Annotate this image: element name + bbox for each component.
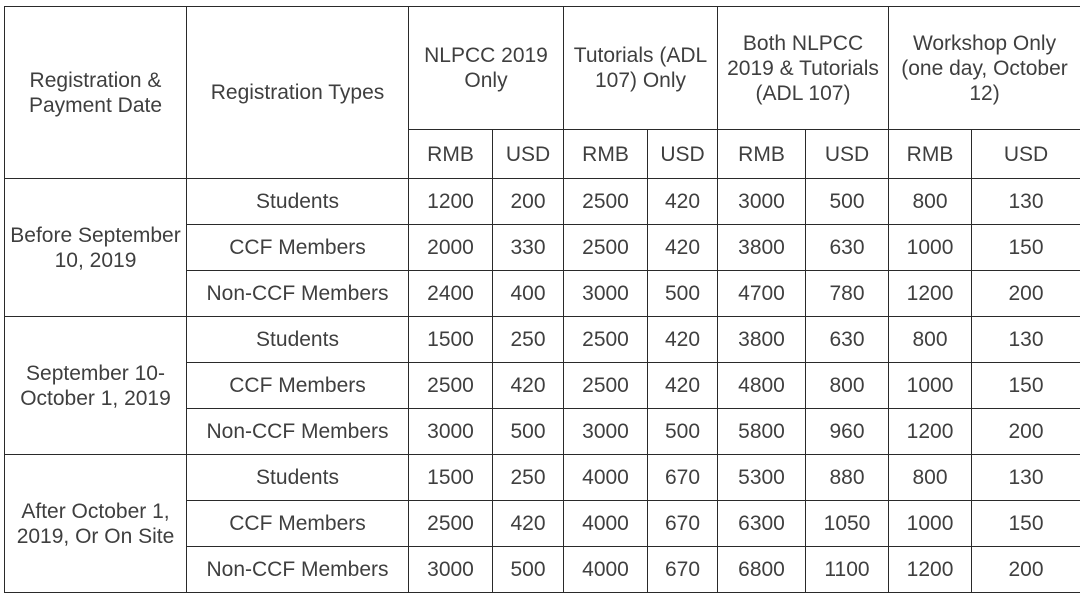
currency-header: RMB [718,130,806,179]
fee-cell: 500 [493,409,564,455]
period-date-cell: September 10- October 1, 2019 [5,317,187,455]
fee-cell: 1000 [889,501,972,547]
fee-cell: 420 [648,363,718,409]
fee-cell: 880 [806,455,889,501]
fee-cell: 400 [493,271,564,317]
currency-header: RMB [889,130,972,179]
currency-header: USD [972,130,1080,179]
fee-cell: 200 [972,409,1080,455]
fee-cell: 200 [972,547,1080,593]
fee-cell: 780 [806,271,889,317]
fee-cell: 1200 [889,547,972,593]
header-row [5,7,1080,130]
registration-type-cell: Non-CCF Members [187,409,409,455]
fee-cell: 330 [493,225,564,271]
currency-header: RMB [409,130,493,179]
fee-cell: 2400 [409,271,493,317]
fee-cell: 2000 [409,225,493,271]
fee-cell: 2500 [564,179,648,225]
fee-cell: 1200 [889,271,972,317]
fee-cell: 130 [972,455,1080,501]
currency-header: USD [648,130,718,179]
fee-cell: 130 [972,179,1080,225]
fee-cell: 500 [493,547,564,593]
fee-cell: 1050 [806,501,889,547]
header-both: Both NLPCC 2019 & Tutorials (ADL 107) [718,7,889,130]
fee-cell: 200 [972,271,1080,317]
fee-cell: 1500 [409,455,493,501]
currency-header: RMB [564,130,648,179]
fee-cell: 5300 [718,455,806,501]
fee-cell: 2500 [564,363,648,409]
period-date-cell: After October 1, 2019, Or On Site [5,455,187,593]
fee-cell: 250 [493,455,564,501]
currency-header: USD [806,130,889,179]
fee-cell: 130 [972,317,1080,363]
fee-cell: 4700 [718,271,806,317]
fee-cell: 4000 [564,455,648,501]
fee-cell: 670 [648,455,718,501]
fee-cell: 2500 [409,363,493,409]
fee-cell: 2500 [564,225,648,271]
fee-cell: 2500 [409,501,493,547]
fee-cell: 4800 [718,363,806,409]
fee-cell: 3800 [718,225,806,271]
fee-cell: 500 [806,179,889,225]
fee-cell: 420 [648,179,718,225]
fee-cell: 630 [806,225,889,271]
period-date-cell: Before September 10, 2019 [5,179,187,317]
fee-cell: 3000 [409,547,493,593]
registration-type-cell: CCF Members [187,225,409,271]
fee-cell: 630 [806,317,889,363]
fee-cell: 500 [648,409,718,455]
registration-type-cell: CCF Members [187,363,409,409]
fee-body [5,179,1080,593]
fee-cell: 150 [972,225,1080,271]
fee-cell: 800 [889,455,972,501]
fee-cell: 1000 [889,225,972,271]
registration-type-cell: CCF Members [187,501,409,547]
fee-cell: 6300 [718,501,806,547]
fee-cell: 200 [493,179,564,225]
fee-cell: 5800 [718,409,806,455]
fee-cell: 800 [889,317,972,363]
fee-cell: 1500 [409,317,493,363]
fee-cell: 3000 [718,179,806,225]
fee-cell: 3800 [718,317,806,363]
header-nlpcc-only: NLPCC 2019 Only [409,7,564,130]
registration-type-cell: Students [187,455,409,501]
fee-cell: 1200 [409,179,493,225]
registration-fee-table [4,6,1080,593]
fee-cell: 800 [889,179,972,225]
fee-cell: 420 [493,501,564,547]
fee-cell: 420 [648,317,718,363]
fee-cell: 670 [648,501,718,547]
header-tutorials-only: Tutorials (ADL 107) Only [564,7,718,130]
fee-cell: 420 [493,363,564,409]
fee-cell: 3000 [564,409,648,455]
fee-cell: 1000 [889,363,972,409]
fee-cell: 150 [972,363,1080,409]
header-registration-types: Registration Types [187,7,409,179]
table-row [5,455,1080,501]
fee-cell: 1200 [889,409,972,455]
registration-type-cell: Students [187,179,409,225]
fee-cell: 800 [806,363,889,409]
fee-cell: 3000 [409,409,493,455]
header-workshop-only: Workshop Only (one day, October 12) [889,7,1080,130]
fee-cell: 2500 [564,317,648,363]
fee-cell: 6800 [718,547,806,593]
header-registration-date: Registration & Payment Date [5,7,187,179]
fee-cell: 4000 [564,547,648,593]
registration-type-cell: Students [187,317,409,363]
table-row [5,317,1080,363]
registration-type-cell: Non-CCF Members [187,271,409,317]
fee-cell: 4000 [564,501,648,547]
fee-cell: 150 [972,501,1080,547]
registration-type-cell: Non-CCF Members [187,547,409,593]
fee-cell: 500 [648,271,718,317]
currency-header: USD [493,130,564,179]
fee-cell: 250 [493,317,564,363]
fee-cell: 3000 [564,271,648,317]
fee-cell: 1100 [806,547,889,593]
fee-cell: 960 [806,409,889,455]
fee-cell: 670 [648,547,718,593]
fee-cell: 420 [648,225,718,271]
table-row [5,179,1080,225]
